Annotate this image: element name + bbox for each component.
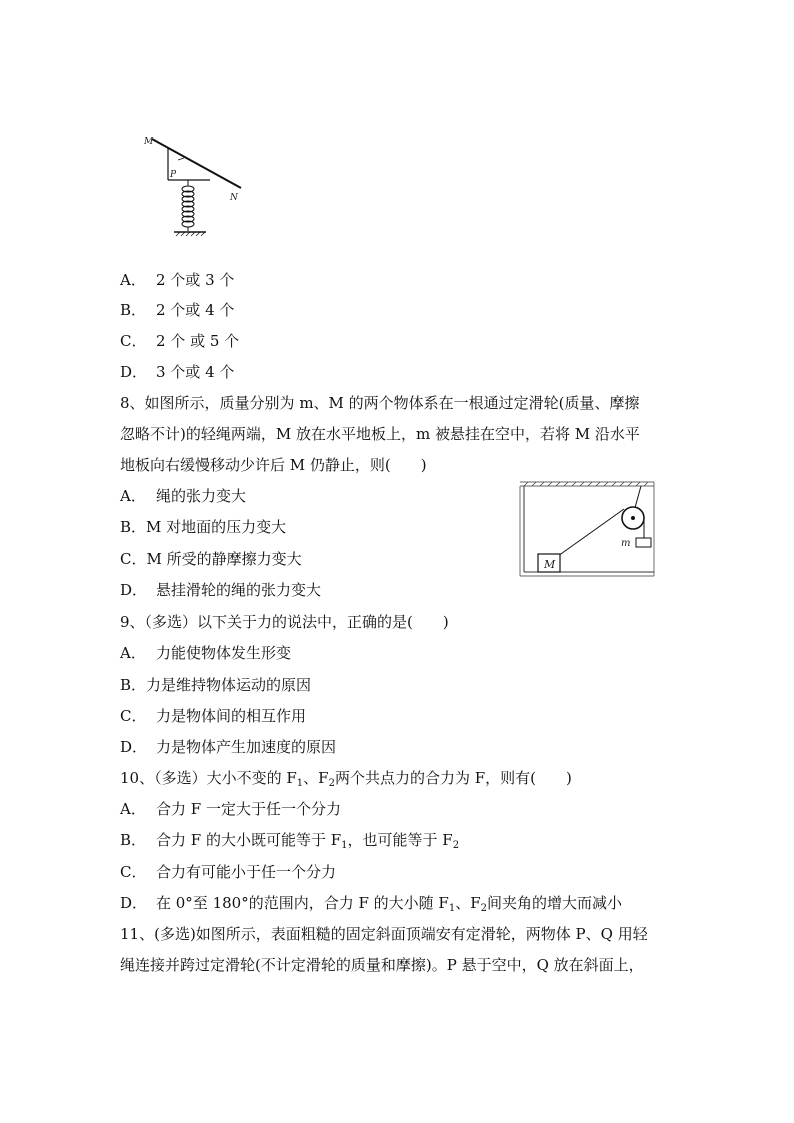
q7-label-P: P <box>170 170 177 180</box>
q9-option-d: D． 力是物体产生加速度的原因 <box>120 738 337 756</box>
q7-label-N: N <box>230 193 238 203</box>
q8-option-b: B．M 对地面的压力变大 <box>120 518 287 536</box>
q10-option-d: D． 在 0°至 180°的范围内，合力 F 的大小随 $F_1$、$F_2$间夹角的增大而减小 <box>120 894 623 914</box>
q7-figure <box>140 130 250 240</box>
q7-option-b: B． 2 个或 4 个 <box>120 301 235 319</box>
q8-stem-line-2: 忽略不计)的轻绳两端，M 放在水平地板上，m 被悬挂在空中，若将 M 沿水平 <box>120 425 640 443</box>
q10-option-a: A． 合力 F 一定大于任一个分力 <box>120 800 341 818</box>
q8-option-c: C．M 所受的静摩擦力变大 <box>120 550 302 568</box>
q8-option-d: D． 悬挂滑轮的绳的张力变大 <box>120 581 322 599</box>
q7-option-c: C． 2 个 或 5 个 <box>120 332 240 350</box>
q8-stem-line-1: 8、如图所示，质量分别为 m、M 的两个物体系在一根通过定滑轮(质量、摩擦 <box>120 394 640 412</box>
q9-option-b: B．力是维持物体运动的原因 <box>120 676 312 694</box>
q10-stem: 10、（多选）大小不变的 $F_1$、$F_2$两个共点力的合力为 F，则有( ) <box>120 769 572 789</box>
q7-option-d: D． 3 个或 4 个 <box>120 363 235 381</box>
q8-label-M: M <box>544 558 556 571</box>
q11-stem-line-1: 11、(多选)如图所示，表面粗糙的固定斜面顶端安有定滑轮，两物体 P、Q 用轻 <box>120 925 648 943</box>
q7-option-a: A． 2 个或 3 个 <box>120 271 235 289</box>
q7-label-M: M <box>144 137 154 147</box>
q9-option-c: C． 力是物体间的相互作用 <box>120 707 307 725</box>
q9-option-a: A． 力能使物体发生形变 <box>120 644 292 662</box>
q9-stem: 9、（多选）以下关于力的说法中，正确的是( ) <box>120 613 449 631</box>
q8-label-m: m <box>621 538 631 549</box>
q10-option-c: C． 合力有可能小于任一个分力 <box>120 863 337 881</box>
q11-stem-line-2: 绳连接并跨过定滑轮(不计定滑轮的质量和摩擦)。P 悬于空中，Q 放在斜面上， <box>120 956 644 974</box>
q8-option-a: A． 绳的张力变大 <box>120 487 247 505</box>
q10-option-b: B． 合力 F 的大小既可能等于 $F_1$，也可能等于 $F_2$ <box>120 831 460 851</box>
q8-stem-line-3: 地板向右缓慢移动少许后 M 仍静止，则( ) <box>120 456 427 474</box>
q8-figure <box>518 480 658 578</box>
